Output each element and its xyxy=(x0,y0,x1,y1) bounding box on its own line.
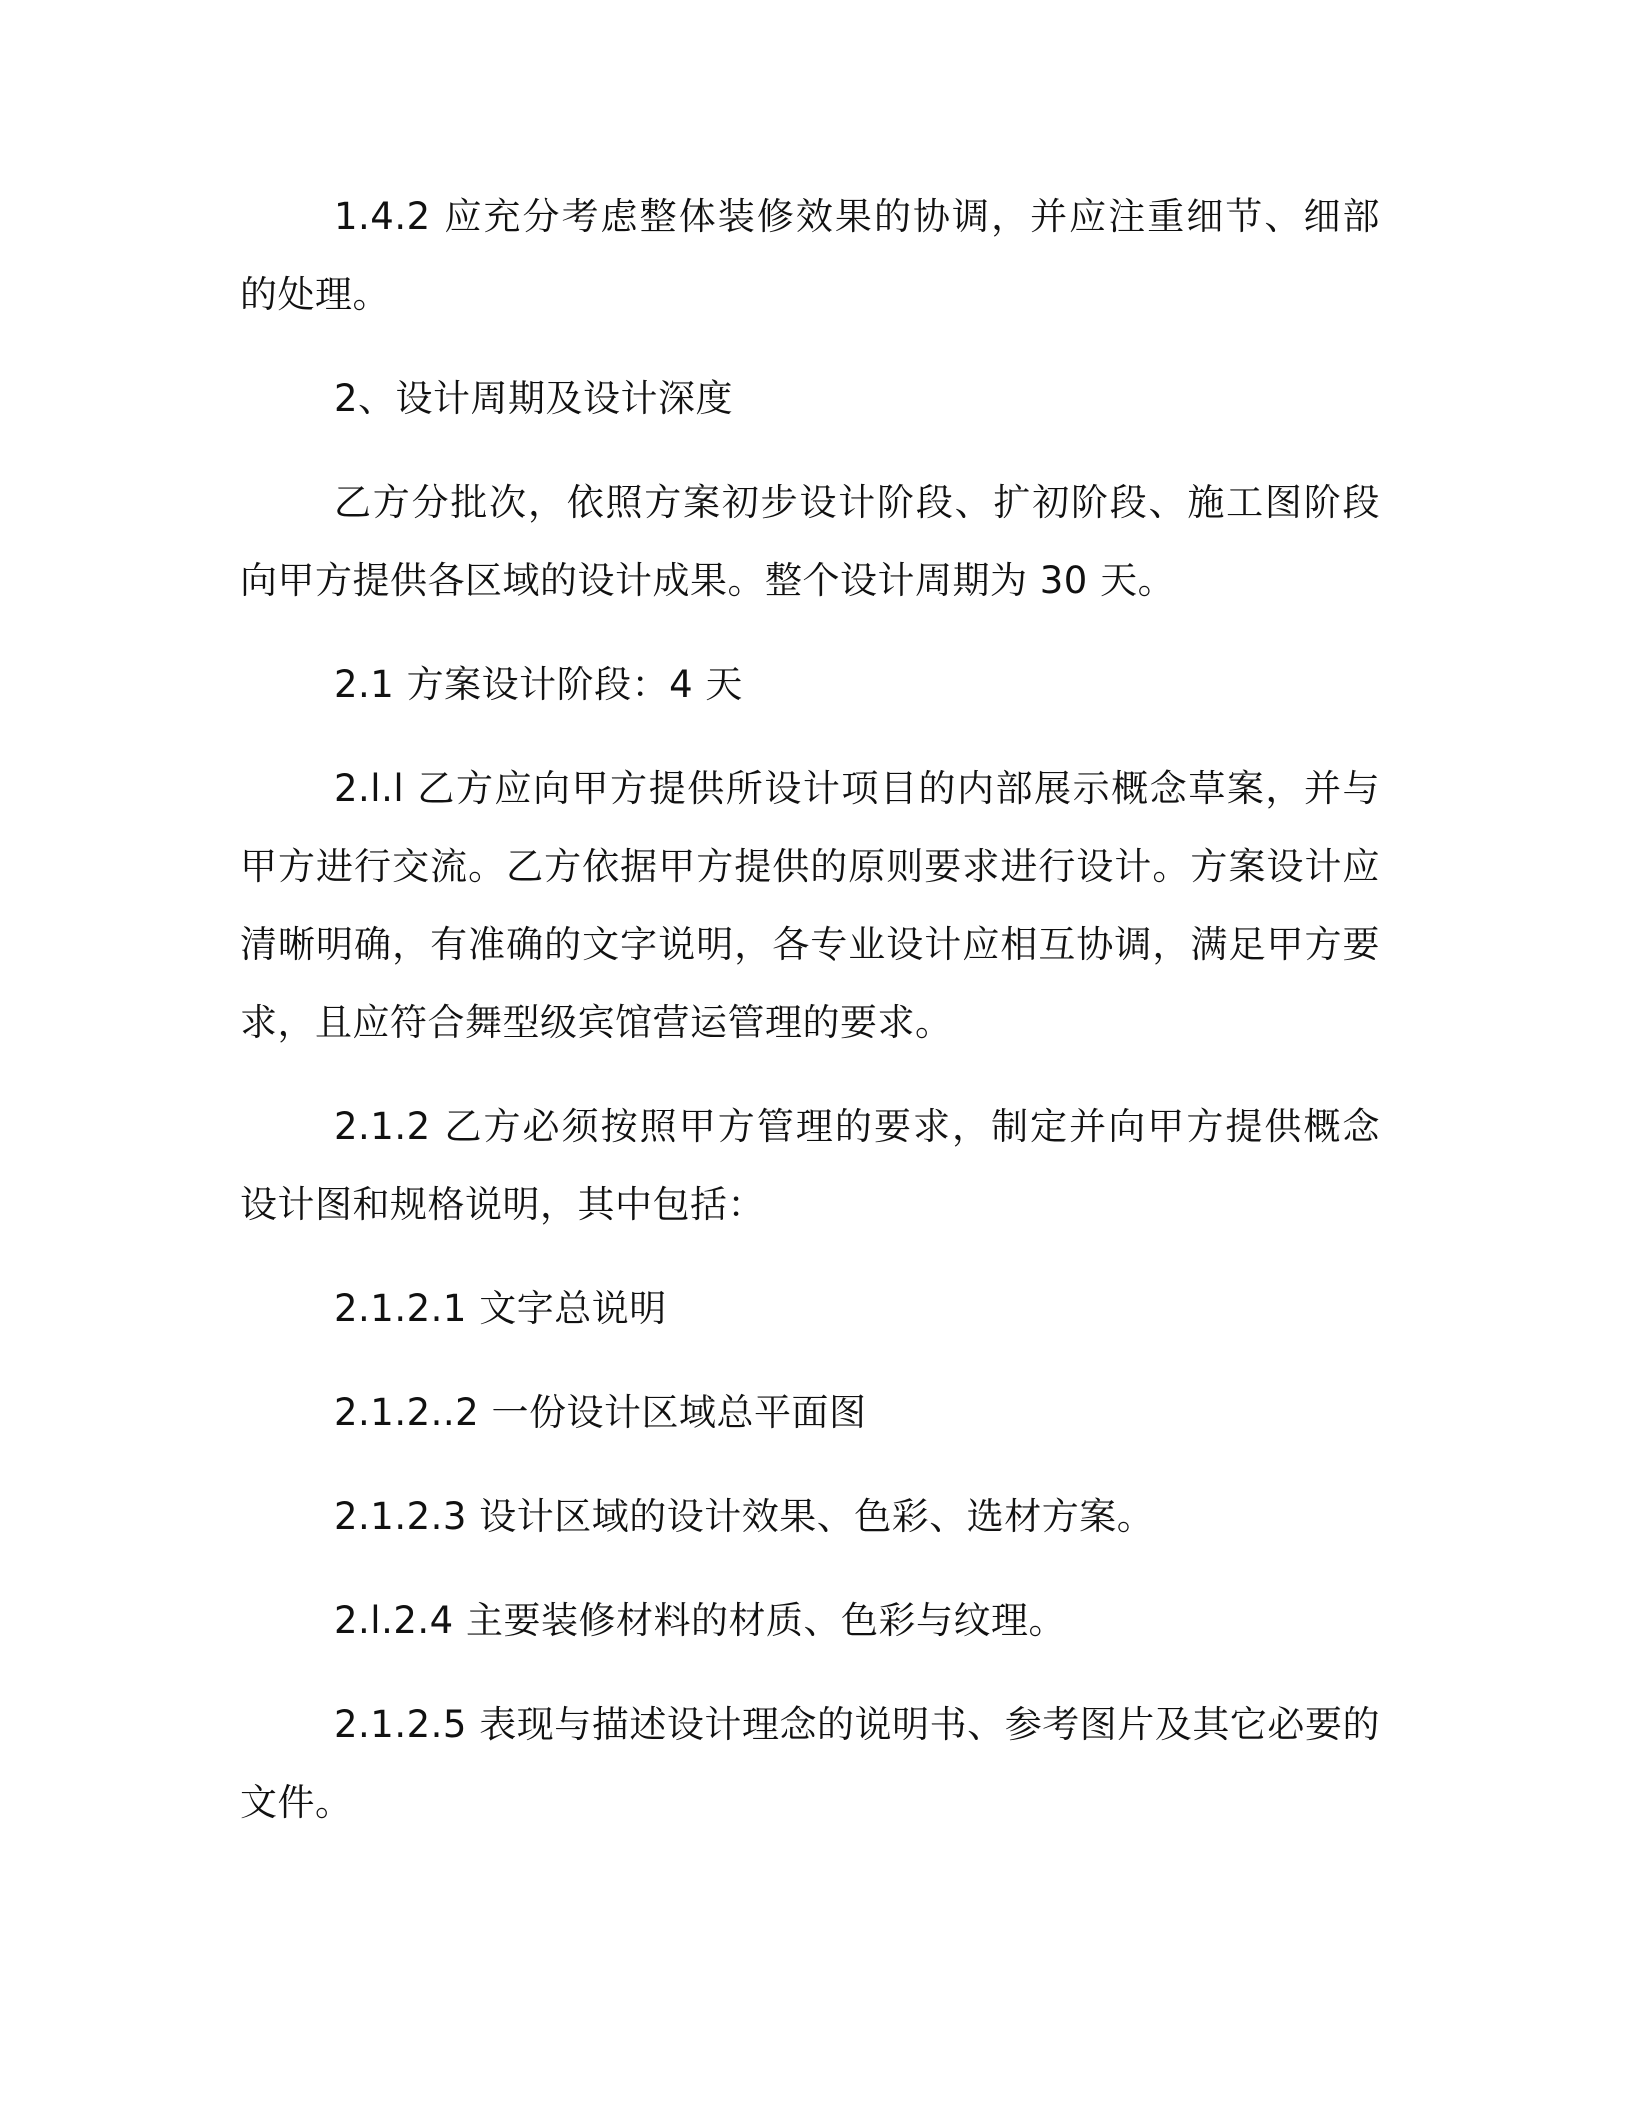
heading-2-1: 2.1 方案设计阶段：4 天 xyxy=(334,663,743,706)
list-item-2-1-2-1: 2.1.2.1 文字总说明 xyxy=(334,1287,667,1330)
paragraph-2-1-2: 2.1.2 乙方必须按照甲方管理的要求，制定并向甲方提供概念设计图和规格说明，其中包括： xyxy=(240,1105,1380,1226)
list-item-2-1-2-4: 2.l.2.4 主要装修材料的材质、色彩与纹理。 xyxy=(334,1599,1066,1642)
heading-section-2: 2、设计周期及设计深度 xyxy=(334,377,734,420)
list-item-2-1-2-3: 2.1.2.3 设计区域的设计效果、色彩、选材方案。 xyxy=(334,1495,1155,1538)
list-item-2-1-2-2: 2.1.2..2 一份设计区域总平面图 xyxy=(334,1391,867,1434)
document-body xyxy=(240,178,1380,1842)
paragraph-design-schedule: 乙方分批次，依照方案初步设计阶段、扩初阶段、施工图阶段向甲方提供各区域的设计成果。整个设计周期为 30 天。 xyxy=(240,481,1380,602)
paragraph-1-4-2: 1.4.2 应充分考虑整体装修效果的协调，并应注重细节、细部的处理。 xyxy=(240,195,1380,316)
list-item-2-1-2-5: 2.1.2.5 表现与描述设计理念的说明书、参考图片及其它必要的文件。 xyxy=(240,1703,1380,1824)
paragraph-2-1-1: 2.l.l 乙方应向甲方提供所设计项目的内部展示概念草案，并与甲方进行交流。乙方依据甲方提供的原则要求进行设计。方案设计应清晰明确，有准确的文字说明，各专业设计应相互协调，满足甲方要求，且应符合舞型级宾馆营运管理的要求。 xyxy=(240,767,1380,1044)
